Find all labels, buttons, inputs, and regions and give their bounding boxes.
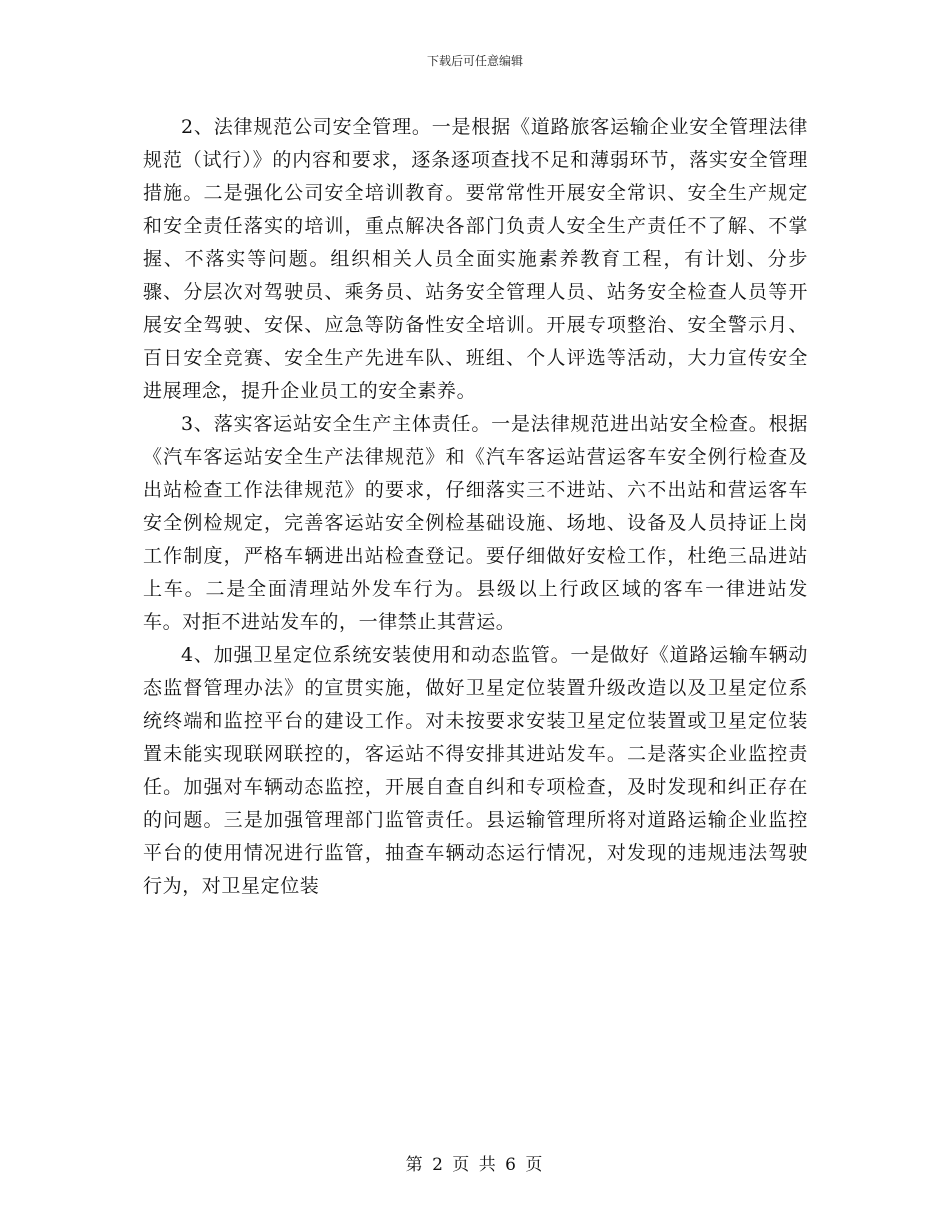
page-header: 下载后可任意编辑 (426, 54, 523, 68)
document-body (143, 111, 808, 903)
paragraph-4: 4、加强卫星定位系统安装使用和动态监管。一是做好《道路运输车辆动态监督管理办法》的宣贯实施，做好卫星定位装置升级改造以及卫星定位系统终端和监控平台的建设工作。对未按要求安装卫星定位装置或卫星定位装置未能实现联网联控的，客运站不得安排其进站发车。二是落实企业监控责任。加强对车辆动态监控，开展自查自纠和专项检查，及时发现和纠正存在的问题。三是加强管理部门监管责任。县运输管理所将对道路运输企业监控平台的使用情况进行监管，抽查车辆动态运行情况，对发现的违规违法驾驶行为，对卫星定位装 (143, 644, 808, 897)
paragraph-3: 3、落实客运站安全生产主体责任。一是法律规范进出站安全检查。根据《汽车客运站安全生产法律规范》和《汽车客运站营运客车安全例行检查及出站检查工作法律规范》的要求，仔细落实三不进站、六不出站和营运客车安全例检规定，完善客运站安全例检基础设施、场地、设备及人员持证上岗工作制度，严格车辆进出站检查登记。要仔细做好安检工作，杜绝三品进站上车。二是全面清理站外发车行为。县级以上行政区域的客车一律进站发车。对拒不进站发车的，一律禁止其营运。 (143, 413, 808, 633)
paragraph-2: 2、法律规范公司安全管理。一是根据《道路旅客运输企业安全管理法律规范（试行）》的内容和要求，逐条逐项查找不足和薄弱环节，落实安全管理措施。二是强化公司安全培训教育。要常常性开展安全常识、安全生产规定和安全责任落实的培训，重点解决各部门负责人安全生产责任不了解、不掌握、不落实等问题。组织相关人员全面实施素养教育工程，有计划、分步骤、分层次对驾驶员、乘务员、站务安全管理人员、站务安全检查人员等开展安全驾驶、安保、应急等防备性安全培训。开展专项整治、安全警示月、百日安全竞赛、安全生产先进车队、班组、个人评选等活动，大力宣传安全进展理念，提升企业员工的安全素养。 (143, 116, 808, 402)
page-number-footer: 第 2 页 共 6 页 (405, 1155, 545, 1175)
